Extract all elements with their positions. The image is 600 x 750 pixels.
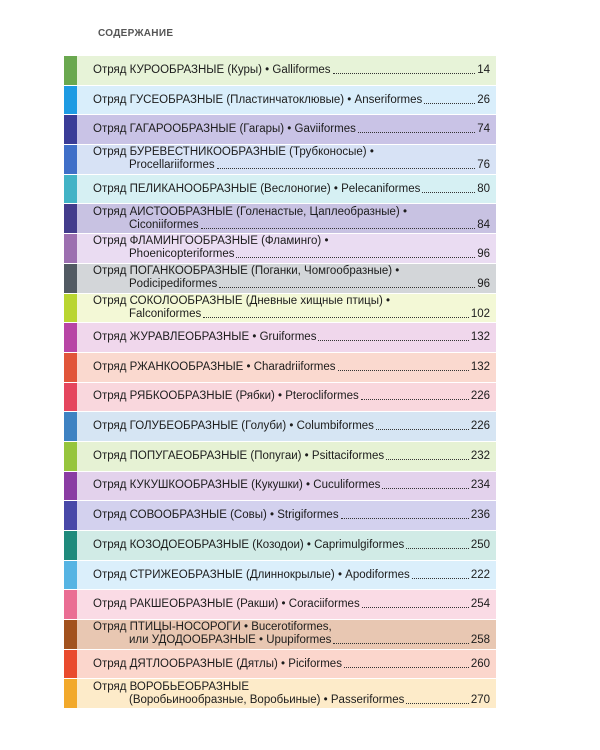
color-stripe <box>64 620 77 649</box>
toc-entry[interactable] <box>64 175 496 205</box>
toc-entry-title: Отряд РЯБКООБРАЗНЫЕ (Рябки) • Pterocliformes <box>93 390 359 403</box>
leader-dots <box>424 103 475 104</box>
color-stripe <box>64 561 77 590</box>
toc-entry-title: Отряд ПОПУГАЕОБРАЗНЫЕ (Попугаи) • Psittaciformes <box>93 449 385 462</box>
page-number: 232 <box>470 449 490 462</box>
color-stripe <box>64 472 77 501</box>
toc-entry[interactable] <box>64 264 496 294</box>
toc-entry[interactable] <box>64 650 496 680</box>
leader-dots <box>219 287 475 288</box>
color-stripe <box>64 650 77 679</box>
toc-entry-body <box>77 561 496 590</box>
toc-entry-body <box>77 323 496 352</box>
page-number: 222 <box>470 568 490 581</box>
color-stripe <box>64 264 77 293</box>
leader-dots <box>382 488 468 489</box>
color-stripe <box>64 145 77 174</box>
toc-entry[interactable] <box>64 561 496 591</box>
leader-dots <box>201 228 476 229</box>
page-number: 74 <box>477 123 490 136</box>
toc-entry-body <box>77 145 496 174</box>
toc-entry-title: Отряд СОВООБРАЗНЫЕ (Совы) • Strigiformes <box>93 509 339 522</box>
color-stripe <box>64 412 77 441</box>
leader-dots <box>341 518 469 519</box>
toc-entry[interactable] <box>64 590 496 620</box>
toc-entry-title: Отряд ПОГАНКООБРАЗНЫЕ (Поганки, Чомгообразные) • <box>93 265 400 278</box>
toc-entry[interactable] <box>64 56 496 86</box>
page-number: 260 <box>470 657 490 670</box>
toc-entry-body <box>77 412 496 441</box>
toc-entry-body <box>77 86 496 115</box>
toc-entry-body <box>77 590 496 619</box>
toc-entry-title: Отряд ФЛАМИНГООБРАЗНЫЕ (Фламинго) • <box>93 235 329 248</box>
toc-entry-title: Отряд ЖУРАВЛЕОБРАЗНЫЕ • Gruiformes <box>93 331 317 344</box>
toc-entry[interactable] <box>64 472 496 502</box>
page-number: 14 <box>477 63 490 76</box>
page-number: 258 <box>470 634 490 647</box>
page-number: 236 <box>470 509 490 522</box>
toc-entry[interactable] <box>64 531 496 561</box>
color-stripe <box>64 531 77 560</box>
toc-entry[interactable] <box>64 86 496 116</box>
toc-entry-body <box>77 531 496 560</box>
leader-dots <box>344 667 469 668</box>
toc-entry-title-cont: Podicipediformes <box>129 278 218 291</box>
page-number: 226 <box>470 390 490 403</box>
toc-entry[interactable] <box>64 412 496 442</box>
toc-entry[interactable] <box>64 115 496 145</box>
leader-dots <box>362 607 469 608</box>
color-stripe <box>64 175 77 204</box>
color-stripe <box>64 204 77 233</box>
page-number: 254 <box>470 598 490 611</box>
toc-entry-title: Отряд КУКУШКООБРАЗНЫЕ (Кукушки) • Cuculiformes <box>93 479 381 492</box>
toc-entry-title: Отряд РАКШЕОБРАЗНЫЕ (Ракши) • Coraciiformes <box>93 598 360 611</box>
color-stripe <box>64 115 77 144</box>
page-number: 26 <box>477 93 490 106</box>
toc-entry-body <box>77 294 496 323</box>
toc-entry[interactable] <box>64 294 496 324</box>
toc-entry-body <box>77 234 496 263</box>
toc-entry[interactable] <box>64 501 496 531</box>
color-stripe <box>64 501 77 530</box>
leader-dots <box>203 317 469 318</box>
toc-entry-title-cont: или УДОДООБРАЗНЫЕ • Upupiformes <box>129 634 332 647</box>
color-stripe <box>64 56 77 85</box>
toc-entry[interactable] <box>64 679 496 709</box>
toc-entry-body <box>77 501 496 530</box>
toc-entry[interactable] <box>64 442 496 472</box>
page-number: 270 <box>470 693 490 706</box>
toc-entry-body <box>77 175 496 204</box>
page-number: 96 <box>477 248 490 261</box>
toc-entry-body <box>77 472 496 501</box>
color-stripe <box>64 234 77 263</box>
toc-entry[interactable] <box>64 323 496 353</box>
toc-entry-body <box>77 115 496 144</box>
toc-entry[interactable] <box>64 383 496 413</box>
toc-entry-title-cont: (Воробьинообразные, Воробьиные) • Passeriformes <box>129 693 405 706</box>
color-stripe <box>64 383 77 412</box>
color-stripe <box>64 294 77 323</box>
color-stripe <box>64 353 77 382</box>
page-number: 132 <box>470 360 490 373</box>
color-stripe <box>64 590 77 619</box>
toc-entry-title: Отряд БУРЕВЕСТНИКООБРАЗНЫЕ (Трубконосые) • <box>93 146 374 159</box>
toc-entry-body <box>77 620 496 649</box>
leader-dots <box>376 429 469 430</box>
page-number: 102 <box>470 307 490 320</box>
toc-entry-title-cont: Ciconiiformes <box>129 218 199 231</box>
leader-dots <box>333 643 468 644</box>
page-number: 80 <box>477 182 490 195</box>
toc-entry-title: Отряд КУРООБРАЗНЫЕ (Куры) • Galliformes <box>93 63 331 76</box>
page-number: 250 <box>470 538 490 551</box>
page-number: 226 <box>470 420 490 433</box>
leader-dots <box>358 132 475 133</box>
toc-entry-title-cont: Procellariiformes <box>129 159 215 172</box>
toc-entry-title: Отряд РЖАНКООБРАЗНЫЕ • Charadriiformes <box>93 360 336 373</box>
table-of-contents <box>64 56 496 709</box>
toc-entry-body <box>77 442 496 471</box>
toc-entry-body <box>77 353 496 382</box>
leader-dots <box>236 257 475 258</box>
toc-entry-title: Отряд ПТИЦЫ-НОСОРОГИ • Bucerotiformes, <box>93 621 332 634</box>
color-stripe <box>64 679 77 708</box>
leader-dots <box>333 73 476 74</box>
leader-dots <box>412 578 469 579</box>
color-stripe <box>64 86 77 115</box>
color-stripe <box>64 442 77 471</box>
toc-entry-title: Отряд ГОЛУБЕОБРАЗНЫЕ (Голуби) • Columbiformes <box>93 420 374 433</box>
toc-entry-body <box>77 383 496 412</box>
toc-entry-title: Отряд ДЯТЛООБРАЗНЫЕ (Дятлы) • Piciformes <box>93 657 342 670</box>
page-number: 234 <box>470 479 490 492</box>
leader-dots <box>318 340 468 341</box>
toc-entry[interactable] <box>64 145 496 175</box>
toc-entry[interactable] <box>64 353 496 383</box>
toc-entry-body <box>77 264 496 293</box>
toc-entry[interactable] <box>64 234 496 264</box>
leader-dots <box>217 168 476 169</box>
leader-dots <box>406 703 468 704</box>
toc-entry-title: Отряд ПЕЛИКАНООБРАЗНЫЕ (Веслоногие) • Pelecaniformes <box>93 182 421 195</box>
color-stripe <box>64 323 77 352</box>
toc-entry-title-cont: Falconiformes <box>129 307 202 320</box>
toc-entry-title: Отряд СТРИЖЕОБРАЗНЫЕ (Длиннокрылые) • Apodiformes <box>93 568 410 581</box>
toc-entry-title: Отряд КОЗОДОЕОБРАЗНЫЕ (Козодои) • Caprimulgiformes <box>93 538 405 551</box>
toc-entry-body <box>77 650 496 679</box>
toc-entry[interactable] <box>64 204 496 234</box>
toc-entry-title: Отряд ВОРОБЬЕОБРАЗНЫЕ <box>93 680 250 693</box>
leader-dots <box>361 399 469 400</box>
leader-dots <box>386 459 469 460</box>
page-number: 84 <box>477 218 490 231</box>
page-number: 96 <box>477 278 490 291</box>
toc-entry-body <box>77 56 496 85</box>
toc-entry[interactable] <box>64 620 496 650</box>
toc-entry-title: Отряд ГАГАРООБРАЗНЫЕ (Гагары) • Gaviiformes <box>93 123 356 136</box>
toc-entry-title: Отряд АИСТООБРАЗНЫЕ (Голенастые, Цаплеобразные) • <box>93 205 407 218</box>
toc-entry-body <box>77 679 496 708</box>
toc-entry-title: Отряд ГУСЕОБРАЗНЫЕ (Пластинчатоклювые) • Anseriformes <box>93 93 423 106</box>
toc-entry-title: Отряд СОКОЛООБРАЗНЫЕ (Дневные хищные птицы) • <box>93 294 391 307</box>
toc-entry-title-cont: Phoenicopteriformes <box>129 248 235 261</box>
leader-dots <box>406 548 469 549</box>
page-title: СОДЕРЖАНИЕ <box>98 28 174 39</box>
page-number: 132 <box>470 331 490 344</box>
toc-entry-body <box>77 204 496 233</box>
leader-dots <box>338 370 469 371</box>
leader-dots <box>422 192 475 193</box>
page-number: 76 <box>477 159 490 172</box>
